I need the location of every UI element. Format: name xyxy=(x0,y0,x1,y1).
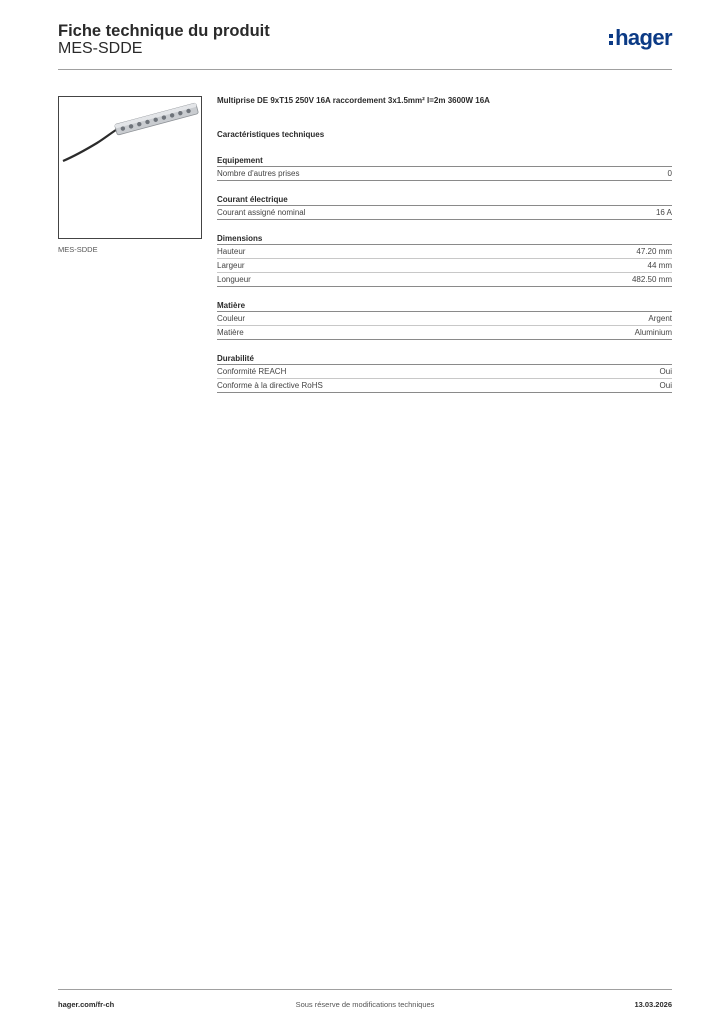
spec-value: 16 A xyxy=(655,208,672,217)
spec-label: Courant assigné nominal xyxy=(217,208,306,217)
product-reference: MES-SDDE xyxy=(58,40,143,57)
spec-value: Aluminium xyxy=(634,328,672,337)
spec-label: Couleur xyxy=(217,314,246,323)
section-title: Dimensions xyxy=(217,232,672,245)
spec-section-equipement xyxy=(217,154,672,181)
section-title: Equipement xyxy=(217,154,672,167)
spec-value: 0 xyxy=(667,169,672,178)
spec-label: Conformité REACH xyxy=(217,367,287,376)
footer-date: 13.03.2026 xyxy=(634,1000,672,1009)
section-title: Matière xyxy=(217,299,672,312)
spec-label: Matière xyxy=(217,328,244,337)
section-title: Durabilité xyxy=(217,352,672,365)
spec-row xyxy=(217,379,672,393)
spec-value: 482.50 mm xyxy=(631,275,672,284)
spec-row xyxy=(217,167,672,181)
footer-website-link[interactable]: hager.com/fr-ch xyxy=(58,1000,115,1009)
spec-label: Largeur xyxy=(217,261,245,270)
spec-row xyxy=(217,259,672,273)
power-strip-illustration xyxy=(59,97,202,239)
page-header xyxy=(58,20,672,70)
spec-row xyxy=(217,245,672,259)
power-cable xyxy=(63,128,119,161)
features-title: Caractéristiques techniques xyxy=(217,130,325,139)
spec-value: Oui xyxy=(659,367,672,376)
specifications-panel xyxy=(217,96,672,393)
spec-row xyxy=(217,206,672,220)
footer-notice: Sous réserve de modifications techniques xyxy=(295,1000,435,1009)
product-description: Multiprise DE 9xT15 250V 16A raccordement 3x1.5mm² l=2m 3600W 16A xyxy=(217,96,490,105)
spec-row xyxy=(217,326,672,340)
logo-colon-icon xyxy=(609,34,613,45)
image-caption: MES-SDDE xyxy=(58,245,98,254)
strip-body xyxy=(115,103,199,135)
logo-text: hager xyxy=(615,25,672,50)
page-footer xyxy=(58,989,672,1011)
spec-row xyxy=(217,312,672,326)
document-title: Fiche technique du produit xyxy=(58,22,270,40)
spec-row xyxy=(217,273,672,287)
hager-logo xyxy=(609,27,672,49)
spec-value: Oui xyxy=(659,381,672,390)
spec-section-courant xyxy=(217,193,672,220)
spec-label: Conforme à la directive RoHS xyxy=(217,381,323,390)
spec-label: Hauteur xyxy=(217,247,246,256)
spec-row xyxy=(217,365,672,379)
product-image xyxy=(58,96,202,239)
spec-value: 44 mm xyxy=(647,261,672,270)
spec-value: Argent xyxy=(648,314,672,323)
spec-section-matiere xyxy=(217,299,672,340)
spec-section-durabilite xyxy=(217,352,672,393)
socket-icons xyxy=(120,108,191,131)
spec-value: 47.20 mm xyxy=(636,247,672,256)
section-title: Courant électrique xyxy=(217,193,672,206)
spec-section-dimensions xyxy=(217,232,672,287)
spec-label: Longueur xyxy=(217,275,251,284)
spec-label: Nombre d'autres prises xyxy=(217,169,300,178)
